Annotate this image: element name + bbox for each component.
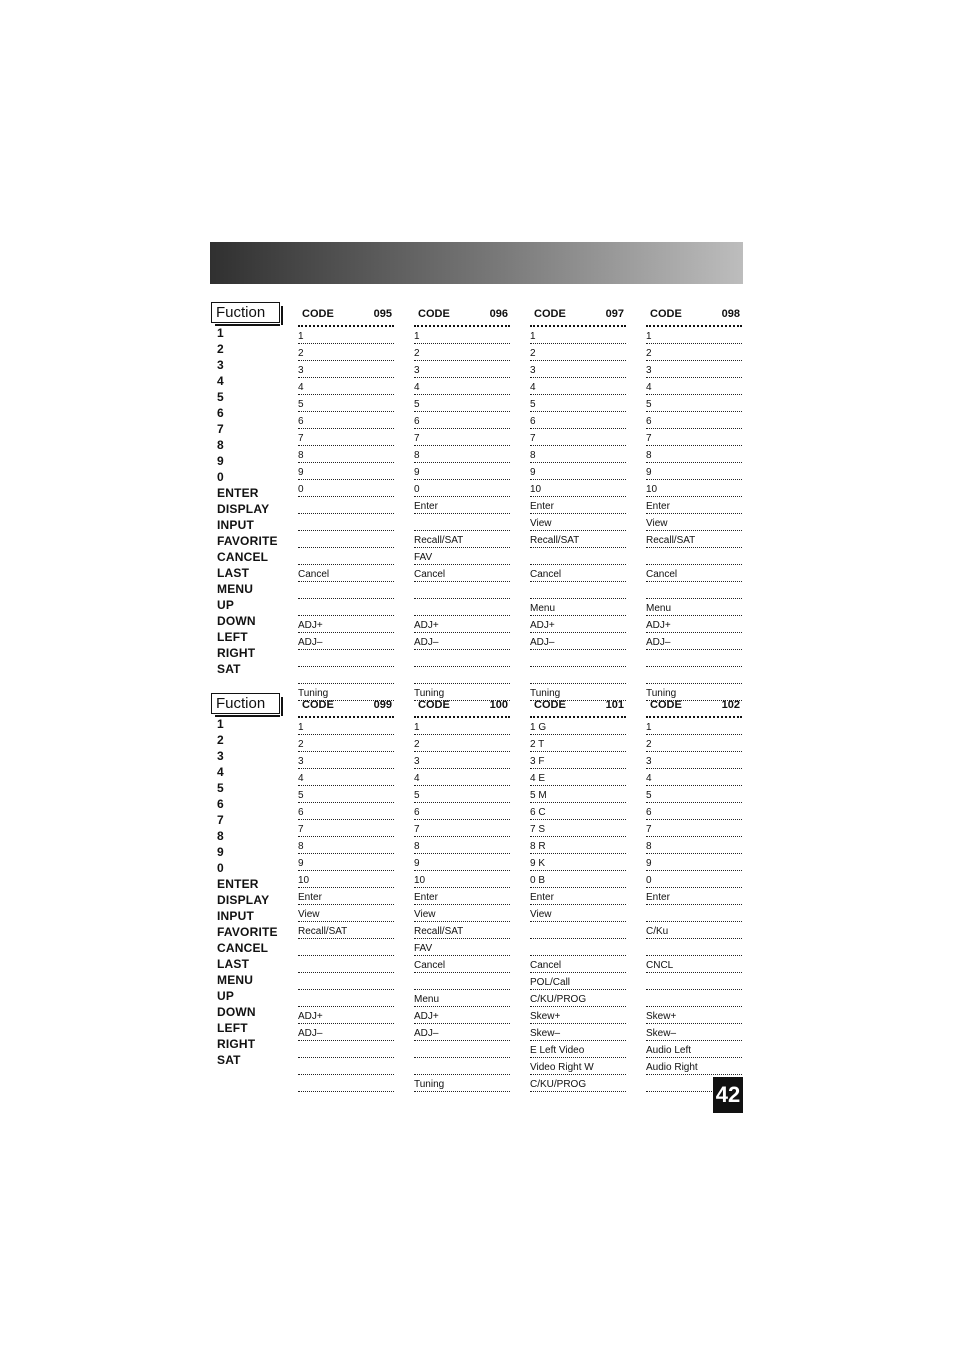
function-label: DOWN <box>217 1005 256 1019</box>
code-cell: 9 <box>646 464 742 480</box>
function-label: 7 <box>217 813 224 827</box>
code-cell: 4 E <box>530 770 626 786</box>
function-label: 2 <box>217 342 224 356</box>
code-cell: 3 <box>414 362 510 378</box>
function-label: 6 <box>217 406 224 420</box>
code-cell: 2 <box>414 736 510 752</box>
code-cell: 7 <box>414 821 510 837</box>
function-label: 9 <box>217 454 224 468</box>
code-cell: 2 <box>646 736 742 752</box>
code-cell: 6 <box>414 804 510 820</box>
function-label: DISPLAY <box>217 893 270 907</box>
code-cell: 8 <box>646 447 742 463</box>
code-column-header <box>646 699 742 718</box>
code-column-header <box>414 699 510 718</box>
code-cell: 2 <box>530 345 626 361</box>
code-cell: ADJ+ <box>298 1008 394 1024</box>
code-cell: 0 B <box>530 872 626 888</box>
code-cell <box>530 651 626 667</box>
function-header: Fuction <box>211 302 280 323</box>
code-number: 096 <box>489 308 508 320</box>
code-cell: 7 S <box>530 821 626 837</box>
code-column <box>530 693 626 1092</box>
code-cell: 6 <box>646 804 742 820</box>
code-label: CODE <box>418 699 450 711</box>
function-label: 4 <box>217 374 224 388</box>
code-cell: 7 <box>530 430 626 446</box>
code-cell: 10 <box>646 481 742 497</box>
function-labels <box>217 325 278 677</box>
code-cell <box>646 991 742 1007</box>
code-column-header <box>530 308 626 327</box>
code-cell: 6 <box>298 413 394 429</box>
code-cell: Recall/SAT <box>414 532 510 548</box>
function-label: 3 <box>217 358 224 372</box>
code-cell: 10 <box>414 872 510 888</box>
function-label: INPUT <box>217 518 254 532</box>
code-cell: Cancel <box>414 566 510 582</box>
code-cell: ADJ– <box>414 1025 510 1041</box>
code-number: 101 <box>605 699 624 711</box>
function-label: 5 <box>217 781 224 795</box>
code-cell: Audio Left <box>646 1042 742 1058</box>
code-cell: 1 G <box>530 719 626 735</box>
code-column <box>530 302 626 701</box>
code-cell: 5 <box>530 396 626 412</box>
code-cell <box>298 940 394 956</box>
function-label: LEFT <box>217 1021 248 1035</box>
code-cell: Menu <box>530 600 626 616</box>
code-cell: C/Ku <box>646 923 742 939</box>
code-cell: 3 <box>530 362 626 378</box>
code-cell: 1 <box>646 719 742 735</box>
code-cell <box>298 532 394 548</box>
code-cell: FAV <box>414 940 510 956</box>
code-cell <box>414 668 510 684</box>
function-label: ENTER <box>217 486 259 500</box>
code-label: CODE <box>650 308 682 320</box>
code-cell: 9 <box>530 464 626 480</box>
page-number: 42 <box>713 1077 743 1113</box>
code-cell <box>414 583 510 599</box>
code-cell: Tuning <box>298 685 394 701</box>
code-cell: 0 <box>298 481 394 497</box>
function-label: UP <box>217 989 235 1003</box>
function-label: 8 <box>217 438 224 452</box>
code-cell: 8 <box>414 447 510 463</box>
code-cell <box>646 668 742 684</box>
code-cell: 2 <box>298 736 394 752</box>
code-cell <box>646 940 742 956</box>
function-label: 7 <box>217 422 224 436</box>
code-cell <box>646 906 742 922</box>
code-cell <box>298 1042 394 1058</box>
code-cell: ADJ+ <box>414 1008 510 1024</box>
code-cell: 5 <box>298 787 394 803</box>
code-cell: 1 <box>530 328 626 344</box>
function-label: FAVORITE <box>217 925 278 939</box>
code-cell <box>530 549 626 565</box>
function-label: RIGHT <box>217 1037 256 1051</box>
code-cell: 2 <box>298 345 394 361</box>
code-cell <box>414 651 510 667</box>
code-table-099-102 <box>210 693 743 1090</box>
code-cell: View <box>298 906 394 922</box>
code-cell: 6 <box>414 413 510 429</box>
code-label: CODE <box>650 699 682 711</box>
code-cell: 4 <box>414 379 510 395</box>
code-cell: 4 <box>530 379 626 395</box>
function-label: DOWN <box>217 614 256 628</box>
code-cell: Enter <box>646 889 742 905</box>
code-column-header <box>414 308 510 327</box>
code-cell: POL/Call <box>530 974 626 990</box>
code-cell: Skew– <box>646 1025 742 1041</box>
code-cell: ADJ+ <box>298 617 394 633</box>
code-cell: Enter <box>530 889 626 905</box>
code-cell <box>298 651 394 667</box>
function-label: 8 <box>217 829 224 843</box>
code-cell: 10 <box>298 872 394 888</box>
code-cell: Cancel <box>530 957 626 973</box>
code-number: 095 <box>373 308 392 320</box>
code-cell: ADJ– <box>298 1025 394 1041</box>
function-label: SAT <box>217 1053 241 1067</box>
function-label: LAST <box>217 566 250 580</box>
code-cell: ADJ– <box>414 634 510 650</box>
code-cell <box>298 498 394 514</box>
code-number: 099 <box>373 699 392 711</box>
code-column-header <box>530 699 626 718</box>
code-cell <box>646 974 742 990</box>
code-cell: 9 <box>298 464 394 480</box>
code-cell: 1 <box>646 328 742 344</box>
code-cell: 7 <box>414 430 510 446</box>
code-cell: Video Right W <box>530 1059 626 1075</box>
code-cell: Enter <box>646 498 742 514</box>
code-cell <box>298 668 394 684</box>
code-cell: 9 <box>646 855 742 871</box>
code-cell: 8 R <box>530 838 626 854</box>
code-cell <box>646 583 742 599</box>
code-cell: 5 <box>646 787 742 803</box>
code-cell: 4 <box>414 770 510 786</box>
code-cell <box>298 991 394 1007</box>
code-cell: Tuning <box>646 685 742 701</box>
code-cell <box>298 957 394 973</box>
code-cell: ADJ– <box>298 634 394 650</box>
code-cell: 5 <box>414 787 510 803</box>
function-label: 4 <box>217 765 224 779</box>
code-cell: Cancel <box>414 957 510 973</box>
function-label: 5 <box>217 390 224 404</box>
code-label: CODE <box>534 699 566 711</box>
code-cell: Enter <box>530 498 626 514</box>
code-cell: 5 <box>646 396 742 412</box>
code-cell <box>298 583 394 599</box>
code-cell <box>414 600 510 616</box>
function-label: DISPLAY <box>217 502 270 516</box>
code-cell <box>298 1059 394 1075</box>
code-cell: ADJ– <box>646 634 742 650</box>
code-column <box>414 693 510 1092</box>
code-cell <box>298 549 394 565</box>
code-cell: View <box>530 515 626 531</box>
function-label: CANCEL <box>217 941 269 955</box>
code-cell: Menu <box>646 600 742 616</box>
header-banner <box>210 242 743 284</box>
code-label: CODE <box>302 699 334 711</box>
code-cell: Menu <box>414 991 510 1007</box>
code-cell: Tuning <box>414 1076 510 1092</box>
code-cell: 9 <box>298 855 394 871</box>
code-cell: 3 <box>646 362 742 378</box>
code-cell: 8 <box>530 447 626 463</box>
code-cell <box>646 651 742 667</box>
function-label: 3 <box>217 749 224 763</box>
code-cell: 3 <box>298 362 394 378</box>
code-cell: Skew+ <box>530 1008 626 1024</box>
code-cell: Enter <box>414 889 510 905</box>
code-cell <box>298 600 394 616</box>
code-cell: 4 <box>646 379 742 395</box>
function-label: FAVORITE <box>217 534 278 548</box>
code-cell: 5 M <box>530 787 626 803</box>
code-cell: 8 <box>414 838 510 854</box>
code-cell: ADJ+ <box>530 617 626 633</box>
code-column <box>298 302 394 701</box>
code-cell <box>414 974 510 990</box>
function-label: CANCEL <box>217 550 269 564</box>
code-cell: Recall/SAT <box>414 923 510 939</box>
code-column <box>298 693 394 1092</box>
code-cell: 10 <box>530 481 626 497</box>
code-cell <box>414 1059 510 1075</box>
code-cell: 3 <box>298 753 394 769</box>
function-label: 0 <box>217 861 224 875</box>
code-cell: Recall/SAT <box>646 532 742 548</box>
code-cell: 8 <box>298 447 394 463</box>
code-cell: ADJ+ <box>414 617 510 633</box>
code-cell: 9 <box>414 855 510 871</box>
code-cell: Enter <box>414 498 510 514</box>
function-label: 0 <box>217 470 224 484</box>
code-cell: 6 <box>530 413 626 429</box>
code-cell: ADJ– <box>530 634 626 650</box>
function-label: ENTER <box>217 877 259 891</box>
code-cell <box>530 923 626 939</box>
function-label: 2 <box>217 733 224 747</box>
code-number: 102 <box>721 699 740 711</box>
function-label: 6 <box>217 797 224 811</box>
code-cell: 7 <box>646 821 742 837</box>
code-cell: View <box>646 515 742 531</box>
function-label: INPUT <box>217 909 254 923</box>
code-cell: 3 <box>646 753 742 769</box>
code-cell: 4 <box>298 379 394 395</box>
function-label: RIGHT <box>217 646 256 660</box>
code-cell: Cancel <box>646 566 742 582</box>
code-cell: CNCL <box>646 957 742 973</box>
code-cell: 3 <box>414 753 510 769</box>
code-cell: Enter <box>298 889 394 905</box>
code-cell: Audio Right <box>646 1059 742 1075</box>
code-cell: 0 <box>646 872 742 888</box>
function-labels <box>217 716 278 1068</box>
code-cell: View <box>414 906 510 922</box>
code-cell: 6 <box>298 804 394 820</box>
code-cell: 9 K <box>530 855 626 871</box>
code-cell <box>530 940 626 956</box>
code-cell: E Left Video <box>530 1042 626 1058</box>
function-header: Fuction <box>211 693 280 714</box>
code-table-095-098 <box>210 302 743 699</box>
code-number: 097 <box>605 308 624 320</box>
function-label: SAT <box>217 662 241 676</box>
code-cell: 9 <box>414 464 510 480</box>
code-cell: Cancel <box>298 566 394 582</box>
function-label: MENU <box>217 582 254 596</box>
function-label: LAST <box>217 957 250 971</box>
function-label: 1 <box>217 717 224 731</box>
code-cell: 7 <box>646 430 742 446</box>
code-column-header <box>298 308 394 327</box>
function-label: 9 <box>217 845 224 859</box>
code-cell <box>646 549 742 565</box>
code-cell: 6 C <box>530 804 626 820</box>
code-cell: 8 <box>298 838 394 854</box>
code-label: CODE <box>302 308 334 320</box>
code-cell: 5 <box>414 396 510 412</box>
code-cell <box>414 1042 510 1058</box>
function-label: UP <box>217 598 235 612</box>
code-cell: Recall/SAT <box>298 923 394 939</box>
code-cell: 2 <box>646 345 742 361</box>
code-cell: 2 <box>414 345 510 361</box>
code-cell: 3 F <box>530 753 626 769</box>
code-number: 098 <box>721 308 740 320</box>
code-number: 100 <box>489 699 508 711</box>
code-cell: Recall/SAT <box>530 532 626 548</box>
code-cell: 7 <box>298 430 394 446</box>
code-column <box>646 302 742 701</box>
code-cell: Skew– <box>530 1025 626 1041</box>
code-cell: 5 <box>298 396 394 412</box>
code-column <box>646 693 742 1092</box>
code-cell <box>298 515 394 531</box>
code-cell: 1 <box>414 328 510 344</box>
code-cell <box>414 515 510 531</box>
code-cell: 4 <box>298 770 394 786</box>
code-cell: Tuning <box>414 685 510 701</box>
code-cell: FAV <box>414 549 510 565</box>
code-cell <box>298 1076 394 1092</box>
code-cell: 0 <box>414 481 510 497</box>
code-cell: 2 T <box>530 736 626 752</box>
function-label: MENU <box>217 973 254 987</box>
code-cell: 8 <box>646 838 742 854</box>
code-cell: View <box>530 906 626 922</box>
code-label: CODE <box>418 308 450 320</box>
code-cell: C/KU/PROG <box>530 1076 626 1092</box>
code-cell: C/KU/PROG <box>530 991 626 1007</box>
code-column <box>414 302 510 701</box>
code-label: CODE <box>534 308 566 320</box>
code-cell: Tuning <box>530 685 626 701</box>
code-cell: Skew+ <box>646 1008 742 1024</box>
code-column-header <box>646 308 742 327</box>
code-cell: ADJ+ <box>646 617 742 633</box>
code-cell <box>530 583 626 599</box>
function-label: 1 <box>217 326 224 340</box>
code-cell: 1 <box>414 719 510 735</box>
code-cell: 6 <box>646 413 742 429</box>
code-cell: 1 <box>298 328 394 344</box>
code-cell: 1 <box>298 719 394 735</box>
function-label: LEFT <box>217 630 248 644</box>
code-column-header <box>298 699 394 718</box>
code-cell: 4 <box>646 770 742 786</box>
code-cell <box>298 974 394 990</box>
code-cell <box>530 668 626 684</box>
code-cell: 7 <box>298 821 394 837</box>
code-cell: Cancel <box>530 566 626 582</box>
